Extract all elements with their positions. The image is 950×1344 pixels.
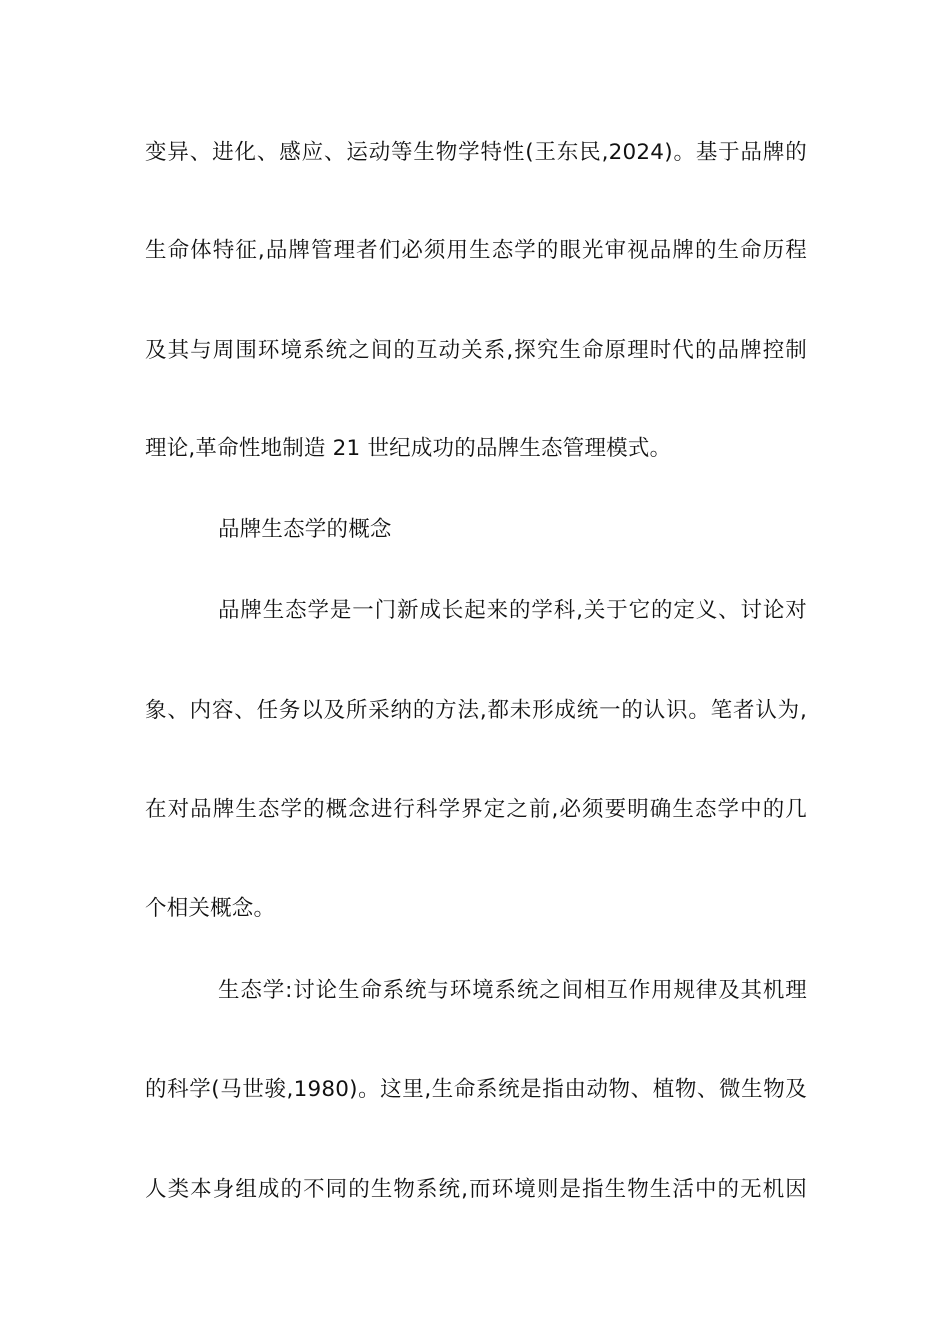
paragraph-line-2: 生命体特征,品牌管理者们必须用生态学的眼光审视品牌的生命历程: [145, 238, 807, 263]
paragraph-line-1: 变异、进化、感应、运动等生物学特性(王东民,2024)。基于品牌的: [145, 140, 807, 165]
paragraph-line-4: 理论,革命性地制造 21 世纪成功的品牌生态管理模式。: [145, 436, 672, 461]
paragraph-line-10: 的科学(马世骏,1980)。这里,生命系统是指由动物、植物、微生物及: [145, 1077, 807, 1102]
paragraph-line-5: 品牌生态学是一门新成长起来的学科,关于它的定义、讨论对: [218, 598, 807, 623]
paragraph-line-3: 及其与周围环境系统之间的互动关系,探究生命原理时代的品牌控制: [145, 338, 807, 363]
paragraph-line-6: 象、内容、任务以及所采纳的方法,都未形成统一的认识。笔者认为,: [145, 698, 807, 723]
paragraph-line-8: 个相关概念。: [145, 896, 276, 921]
paragraph-line-7: 在对品牌生态学的概念进行科学界定之前,必须要明确生态学中的几: [145, 797, 807, 822]
paragraph-line-11: 人类本身组成的不同的生物系统,而环境则是指生物生活中的无机因: [145, 1177, 807, 1202]
section-heading: 品牌生态学的概念: [218, 517, 392, 542]
paragraph-line-9: 生态学:讨论生命系统与环境系统之间相互作用规律及其机理: [218, 978, 807, 1003]
